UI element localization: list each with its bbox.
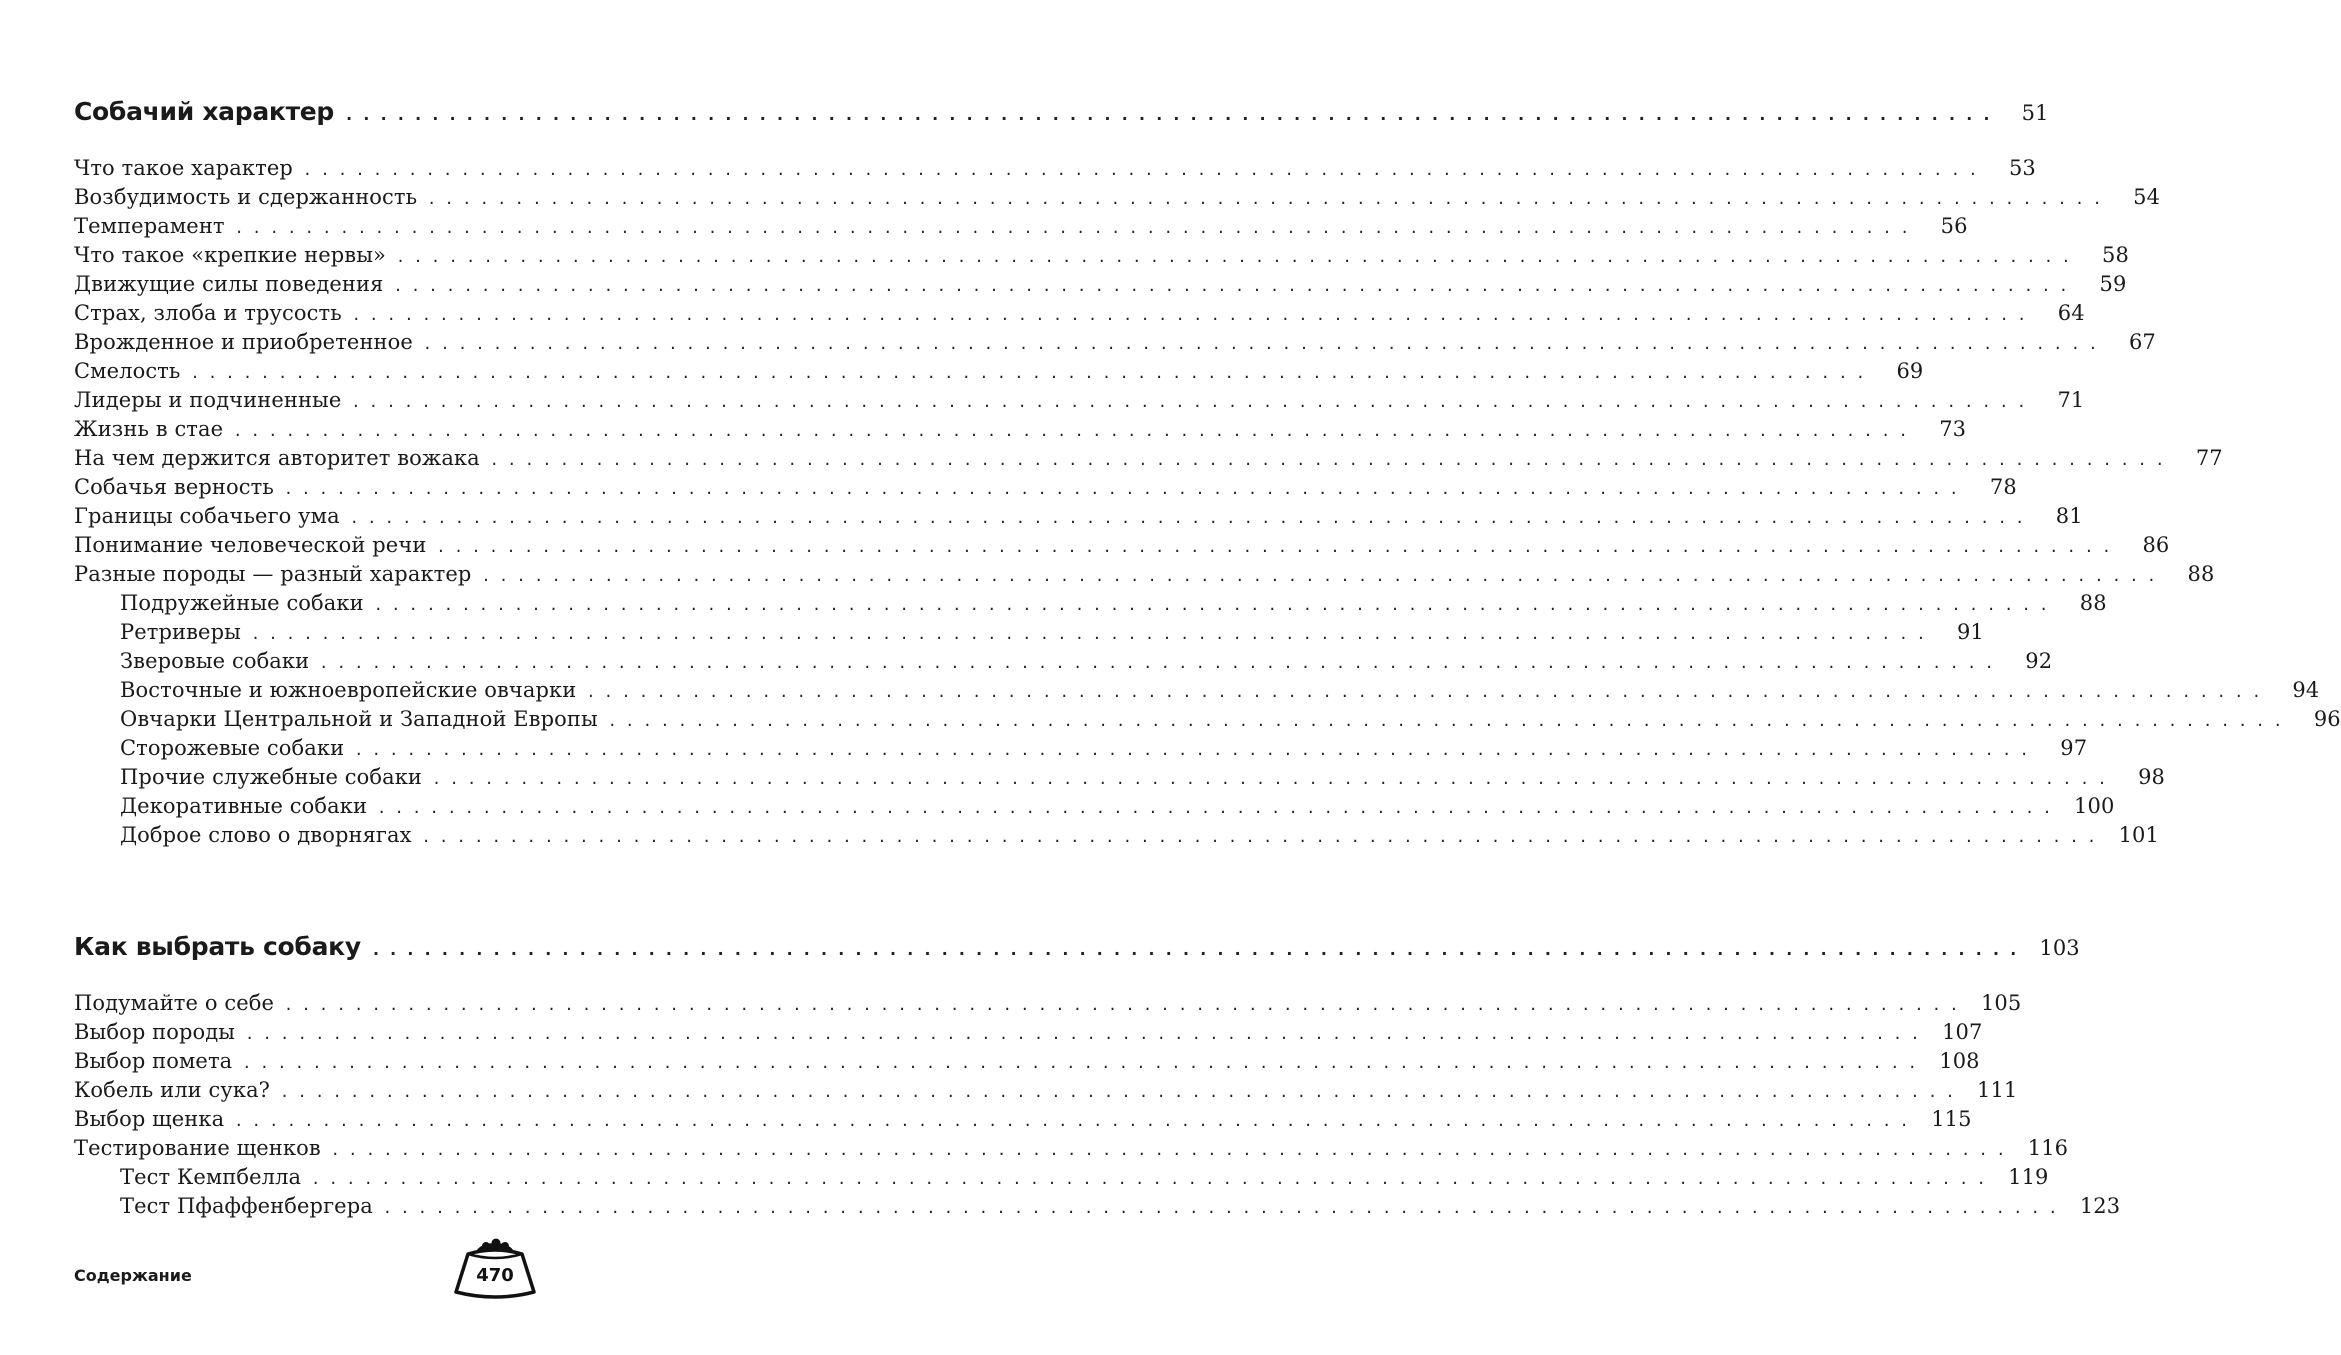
dot-leader: ................................................................................................ [351, 306, 2035, 324]
toc-subentry[interactable] [74, 705, 2341, 734]
entry-page-number: 101 [2118, 823, 2159, 847]
entry-title: Выбор породы [74, 1020, 236, 1044]
entry-title: Что такое «крепкие нервы» [74, 243, 386, 267]
toc-entry[interactable] [74, 1105, 1972, 1134]
toc-entry[interactable] [74, 1134, 2069, 1163]
toc-entry[interactable] [74, 183, 2161, 212]
dot-leader: ................................................................................................ [586, 683, 2270, 701]
entry-page-number: 94 [2292, 678, 2320, 702]
entry-page-number: 116 [2027, 1136, 2069, 1160]
entry-title: Сторожевые собаки [120, 736, 345, 760]
toc-entry[interactable] [74, 1076, 2018, 1105]
dot-leader: ................................................................................................ [344, 105, 1999, 125]
toc-subentry[interactable] [74, 1192, 2121, 1221]
toc-entry[interactable] [74, 415, 1967, 444]
toc-entry[interactable] [74, 1018, 1983, 1047]
dot-leader: ................................................................................................ [234, 219, 1918, 237]
entry-page-number: 105 [1980, 991, 2022, 1015]
entry-page-number: 81 [2055, 504, 2083, 528]
dot-leader: ................................................................................................ [373, 596, 2057, 614]
dot-leader: ................................................................................................ [354, 741, 2038, 759]
dot-leader: ................................................................................................ [382, 1199, 2066, 1217]
toc-section-dog-character [74, 92, 2341, 850]
dot-leader: ................................................................................................ [284, 996, 1967, 1014]
entry-page-number: 97 [2060, 736, 2088, 760]
toc-entry[interactable] [74, 386, 2085, 415]
entry-title: Ретриверы [120, 620, 241, 644]
entry-page-number: 108 [1939, 1049, 1980, 1073]
entry-title: Темперамент [74, 214, 225, 238]
entry-page-number: 111 [1977, 1078, 2018, 1102]
entry-title: Декоративные собаки [120, 794, 368, 818]
entry-title: Собачья верность [74, 475, 274, 499]
entry-page-number: 123 [2079, 1194, 2121, 1218]
entry-page-number: 59 [2099, 272, 2127, 296]
chapter-title: Собачий характер [74, 97, 335, 126]
toc-entry[interactable] [74, 241, 2129, 270]
dot-leader: ................................................................................................ [422, 335, 2106, 353]
toc-subentry[interactable] [74, 589, 2107, 618]
toc-entry[interactable] [74, 328, 2156, 357]
entry-title: Понимание человеческой речи [74, 533, 427, 557]
dot-leader: ................................................................................................ [370, 940, 2026, 960]
dot-leader: ................................................................................................ [432, 770, 2115, 788]
entry-title: Прочие служебные собаки [120, 765, 423, 789]
entry-page-number: 88 [2187, 562, 2215, 586]
entry-title: Врожденное и приобретенное [74, 330, 413, 354]
toc-entry[interactable] [74, 444, 2223, 473]
toc-section-choosing-dog [74, 927, 2121, 1221]
entry-page-number: 73 [1939, 417, 1967, 441]
dot-leader: ................................................................................................ [250, 625, 1934, 643]
entry-title: Тест Пфаффенбергера [120, 1194, 373, 1218]
entry-page-number: 119 [2008, 1165, 2049, 1189]
dot-leader: ................................................................................................ [302, 161, 1986, 179]
entry-title: Восточные и южноевропейские овчарки [120, 678, 577, 702]
chapter-page-number: 103 [2039, 936, 2080, 960]
entry-page-number: 107 [1942, 1020, 1983, 1044]
entry-page-number: 91 [1956, 620, 1984, 644]
toc-subentry[interactable] [74, 647, 2053, 676]
entry-page-number: 92 [2025, 649, 2053, 673]
toc-subentry[interactable] [74, 763, 2165, 792]
entry-page-number: 88 [2079, 591, 2107, 615]
entry-title: Подумайте о себе [74, 991, 274, 1015]
toc-entry[interactable] [74, 531, 2170, 560]
toc-subentry[interactable] [74, 1163, 2049, 1192]
toc-subentry[interactable] [74, 821, 2159, 850]
dot-leader: ................................................................................................ [421, 828, 2105, 846]
dot-leader: ................................................................................................ [280, 1083, 1963, 1101]
entry-title: Жизнь в стае [74, 417, 224, 441]
toc-entry[interactable] [74, 1047, 1980, 1076]
entry-title: Тестирование щенков [74, 1136, 321, 1160]
entry-title: Зверовые собаки [120, 649, 310, 673]
toc-entry[interactable] [74, 357, 1924, 386]
entry-title: Кобель или сука? [74, 1078, 271, 1102]
toc-entry[interactable] [74, 212, 1968, 241]
entry-title: На чем держится авторитет вожака [74, 446, 480, 470]
dot-leader: ................................................................................................ [330, 1141, 2014, 1159]
entry-title: Выбор щенка [74, 1107, 225, 1131]
entry-page-number: 64 [2057, 301, 2085, 325]
dot-leader: ................................................................................................ [377, 799, 2061, 817]
dot-leader: ................................................................................................ [349, 509, 2033, 527]
dot-leader: ................................................................................................ [190, 364, 1874, 382]
entry-page-number: 86 [2142, 533, 2170, 557]
entry-title: Лидеры и подчиненные [74, 388, 342, 412]
entry-page-number: 54 [2133, 185, 2161, 209]
toc-subentry[interactable] [74, 734, 2088, 763]
entry-page-number: 67 [2128, 330, 2156, 354]
entry-title: Страх, злоба и трусость [74, 301, 342, 325]
chapter-page-number: 51 [2021, 101, 2049, 125]
chapter-heading[interactable] [74, 92, 2049, 132]
entry-title: Что такое характер [74, 156, 293, 180]
dot-leader: ................................................................................................ [319, 654, 2003, 672]
toc-subentry[interactable] [74, 792, 2115, 821]
toc-entry[interactable] [74, 502, 2083, 531]
dot-leader: ................................................................................................ [607, 712, 2291, 730]
chapter-heading[interactable] [74, 927, 2080, 967]
entry-title: Границы собачьего ума [74, 504, 340, 528]
toc-subentry[interactable] [74, 676, 2320, 705]
dot-leader: ................................................................................................ [283, 480, 1967, 498]
entry-page-number: 115 [1931, 1107, 1972, 1131]
toc-entry[interactable] [74, 560, 2215, 589]
entry-title: Возбудимость и сдержанность [74, 185, 418, 209]
entry-title: Овчарки Центральной и Западной Европы [120, 707, 598, 731]
dot-leader: ................................................................................................ [245, 1025, 1929, 1043]
dot-leader: ................................................................................................ [396, 248, 2079, 266]
dot-leader: ................................................................................................ [481, 567, 2165, 585]
entry-page-number: 77 [2195, 446, 2223, 470]
dot-leader: ................................................................................................ [234, 1112, 1918, 1130]
dot-leader: ................................................................................................ [393, 277, 2077, 295]
entry-title: Подружейные собаки [120, 591, 364, 615]
entry-page-number: 98 [2138, 765, 2165, 789]
entry-page-number: 100 [2074, 794, 2115, 818]
toc-entry[interactable] [74, 473, 2017, 502]
entry-page-number: 69 [1896, 359, 1924, 383]
dot-leader: ................................................................................................ [233, 422, 1917, 440]
chapter-title: Как выбрать собаку [74, 932, 361, 961]
page-number-badge: 470 [476, 1265, 514, 1286]
entry-page-number: 78 [1989, 475, 2017, 499]
entry-page-number: 56 [1940, 214, 1968, 238]
entry-page-number: 71 [2057, 388, 2085, 412]
entry-page-number: 96 [2313, 707, 2341, 731]
dot-leader: ................................................................................................ [427, 190, 2111, 208]
dot-leader: ................................................................................................ [351, 393, 2035, 411]
dot-leader: ................................................................................................ [436, 538, 2120, 556]
toc-subentry[interactable] [74, 618, 1984, 647]
toc-entry[interactable] [74, 299, 2085, 328]
toc-entry[interactable] [74, 270, 2127, 299]
entry-title: Выбор помета [74, 1049, 233, 1073]
entry-page-number: 53 [2008, 156, 2036, 180]
entry-title: Тест Кемпбелла [120, 1165, 302, 1189]
entry-title: Смелость [74, 359, 181, 383]
toc-entry[interactable] [74, 989, 2022, 1018]
dot-leader: ................................................................................................ [311, 1170, 1995, 1188]
entry-page-number: 58 [2102, 243, 2129, 267]
footer-section-label: Содержание [74, 1266, 192, 1285]
entry-title: Доброе слово о дворнягах [120, 823, 412, 847]
dot-leader: ................................................................................................ [489, 451, 2173, 469]
dot-leader: ................................................................................................ [242, 1054, 1926, 1072]
entry-title: Разные породы — разный характер [74, 562, 472, 586]
entry-title: Движущие силы поведения [74, 272, 384, 296]
toc-entry[interactable] [74, 154, 2036, 183]
